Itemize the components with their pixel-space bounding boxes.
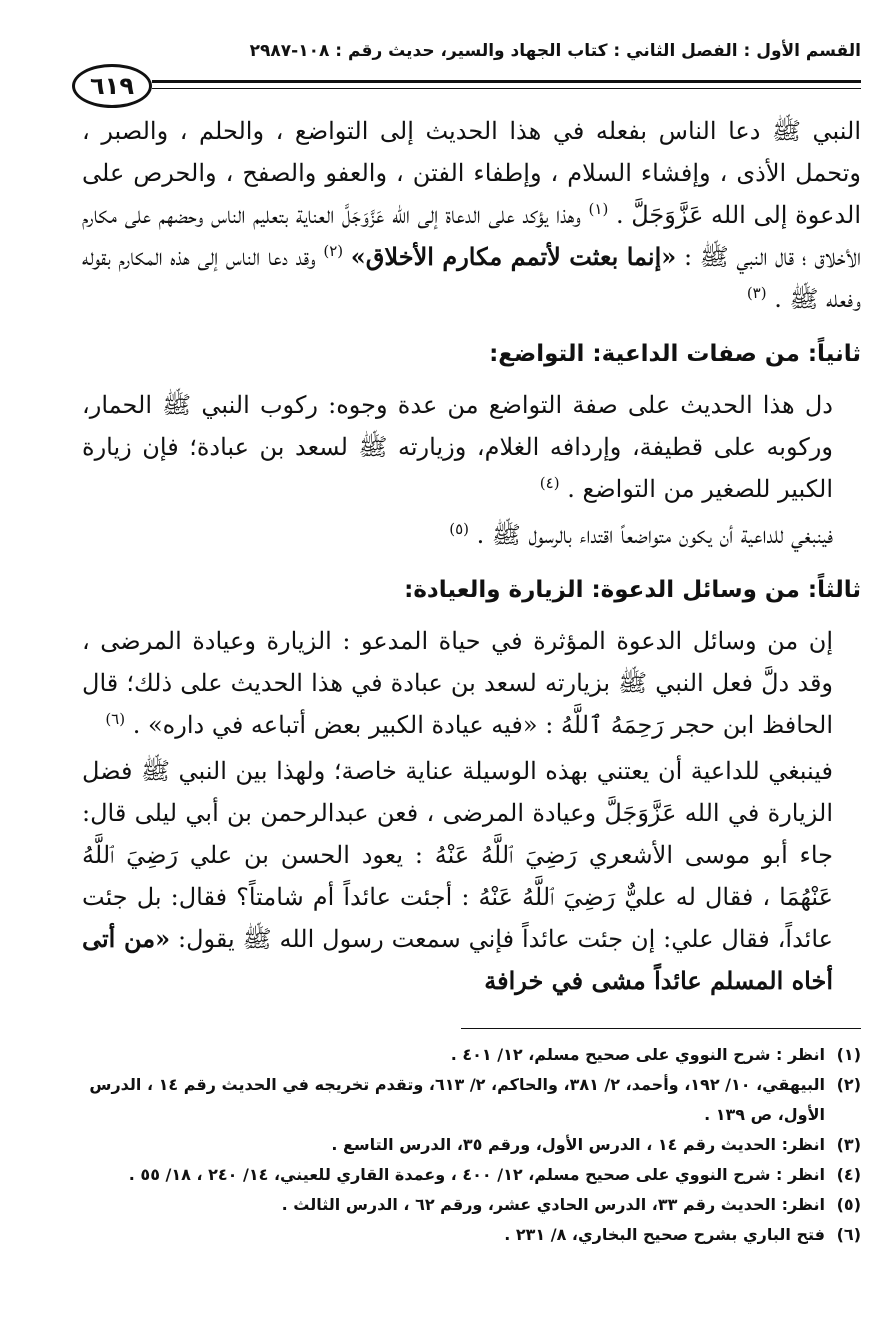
hadith-quote: «إنما بعثت لأتمم مكارم الأخلاق» xyxy=(350,242,677,271)
footnote-text: انظر: الحديث رقم ١٤ ، الدرس الأول، ورقم ٣٥، الدرس التاسع . xyxy=(331,1135,825,1154)
paragraph xyxy=(82,514,861,556)
footnote xyxy=(82,1190,861,1220)
footnote-text: البيهقي، ١٠/ ١٩٢، وأحمد، ٢/ ٣٨١، والحاكم، ٢/ ٦١٣، وتقدم تخريجه في الحديث رقم ١٤ ، الدرس الأول، ص ١٣٩ . xyxy=(89,1075,825,1124)
paragraph xyxy=(82,620,861,746)
main-text xyxy=(82,110,861,1006)
footnote-ref: (٦) xyxy=(105,710,126,728)
footnote-ref: (٥) xyxy=(449,520,470,538)
footnote-text: انظر: الحديث رقم ٣٣، الدرس الحادي عشر، ورقم ٦٢ ، الدرس الثالث . xyxy=(281,1195,825,1214)
paragraph-text: فينبغي للداعية أن يعتني بهذه الوسيلة عناية خاصة؛ ولهذا بين النبي ﷺ فضل الزيارة في الله عَزَّوَجَلَّ وعيادة المرضى ، فعن عبدالرحمن بن أبي ليلى قال: جاء أبو موسى الأشعري رَضِيَ ٱللَّهُ عَنْهُ : يعود الحسن بن علي رَضِيَ ٱللَّهُ عَنْهُمَا ، فقال له عليٌّ رَضِيَ ٱللَّهُ عَنْهُ : أجئت عائداً أم شامتاً؟ فقال: بل جئت عائداً، فقال علي: إن جئت عائداً فإني سمعت رسول الله ﷺ يقول: xyxy=(82,757,833,953)
paragraph-text: النبي ﷺ دعا الناس بفعله في هذا الحديث إلى التواضع ، والحلم ، والصبر ، وتحمل الأذى ، وإفشاء السلام ، وإطفاء الفتن ، والعفو والصفح ، والحرص على الدعوة إلى الله عَزَّوَجَلَّ . xyxy=(82,117,861,229)
footnote-ref: (٢) xyxy=(323,242,344,260)
paragraph xyxy=(82,750,861,1002)
footnote xyxy=(82,1070,861,1130)
section-heading: ثانياً: من صفات الداعية: التواضع: xyxy=(489,341,861,367)
header-rule-thick xyxy=(152,80,861,83)
footnote-text: فتح الباري بشرح صحيح البخاري، ٨/ ٢٣١ . xyxy=(504,1225,825,1244)
footnote xyxy=(82,1220,861,1250)
section-heading: ثالثاً: من وسائل الدعوة: الزيارة والعيادة: xyxy=(404,577,861,603)
hadith-quote: «من أتى أخاه المسلم عائداً مشى في خرافة xyxy=(82,924,833,995)
footnote-number: (١) xyxy=(836,1045,861,1064)
page-number: ٦١٩ xyxy=(72,64,152,108)
running-head: القسم الأول : الفصل الثاني : كتاب الجهاد والسير، حديث رقم : ١٠٨-٢٩٨٧ xyxy=(249,41,861,61)
paragraph-text: فينبغي للداعية أن يكون متواضعاً اقتداء بالرسول ﷺ . xyxy=(476,521,833,549)
footnote-number: (٤) xyxy=(836,1165,861,1184)
footnote xyxy=(82,1040,861,1070)
footnote-number: (٣) xyxy=(836,1135,861,1154)
footnote-text: انظر : شرح النووي على صحيح مسلم، ١٢/ ٤٠١ . xyxy=(450,1045,825,1064)
footnote-text: انظر : شرح النووي على صحيح مسلم، ١٢/ ٤٠٠ ، وعمدة القاري للعيني، ١٤/ ٢٤٠ ، ١٨/ ٥٥ . xyxy=(128,1165,825,1184)
paragraph-text: دل هذا الحديث على صفة التواضع من عدة وجوه: ركوب النبي ﷺ الحمار، وركوبه على قطيفة، وإردافه الغلام، وزيارته ﷺ لسعد بن عبادة؛ فإن زيارة الكبير للصغير من التواضع . xyxy=(82,391,833,503)
paragraph-text: إن من وسائل الدعوة المؤثرة في حياة المدعو : الزيارة وعيادة المرضى ، وقد دلَّ فعل النبي ﷺ بزيارته لسعد بن عبادة في هذا الحديث على ذلك؛ قال الحافظ ابن حجر رَحِمَهُ ٱللَّهُ : «فيه عيادة الكبير بعض أتباعه في داره» . xyxy=(82,627,833,739)
footnote-ref: (٤) xyxy=(539,474,560,492)
footnote xyxy=(82,1160,861,1190)
footnote-divider xyxy=(461,1028,861,1029)
paragraph xyxy=(82,110,861,320)
footnote-ref: (٣) xyxy=(746,284,767,302)
paragraph xyxy=(82,384,861,510)
footnotes xyxy=(82,1040,861,1250)
footnote-number: (٦) xyxy=(836,1225,861,1244)
header-rule-thin xyxy=(152,88,861,89)
footnote-ref: (١) xyxy=(588,200,609,218)
footnote xyxy=(82,1130,861,1160)
paragraph-text: وهذا يؤكد على الدعاة إلى الله عَزَّوَجَلَّ العناية بتعليم الناس وحضهم على مكارم الأخلاق ؛ قال النبي ﷺ : xyxy=(82,201,861,271)
footnote-number: (٥) xyxy=(836,1195,861,1214)
paragraph-text: وقد دعا الناس إلى هذه المكارم بقوله وفعله ﷺ . xyxy=(82,243,861,313)
footnote-number: (٢) xyxy=(836,1075,861,1094)
